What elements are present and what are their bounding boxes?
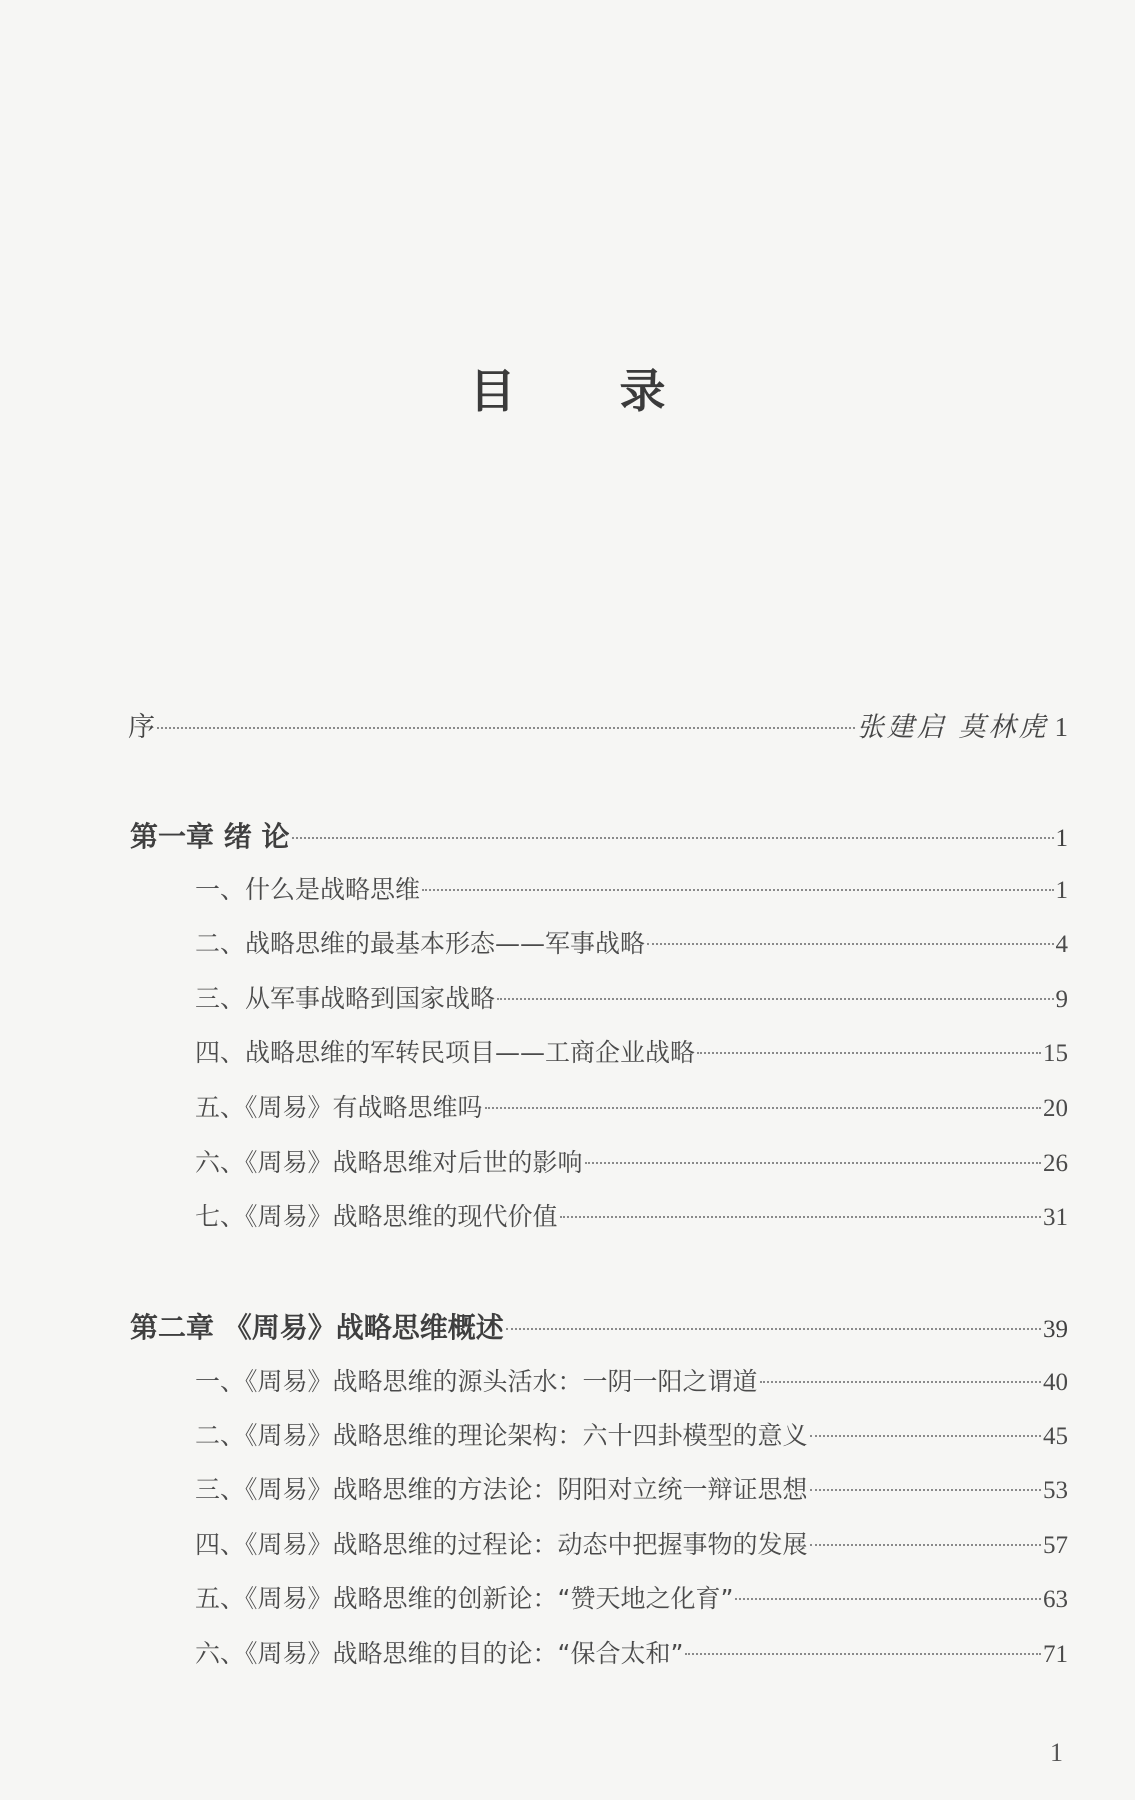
toc-entry-chapter-1[interactable]	[130, 815, 1068, 855]
dot-leader	[685, 1653, 1041, 1655]
dot-leader	[497, 998, 1053, 1000]
entry-label: 四、《周易》战略思维的过程论：动态中把握事物的发展	[195, 1530, 808, 1559]
page-number: 15	[1043, 1040, 1068, 1067]
dot-leader	[735, 1598, 1041, 1600]
entry-label: 第二章 《周易》战略思维概述	[130, 1311, 504, 1344]
page-number: 31	[1043, 1204, 1068, 1231]
toc-entry-section[interactable]	[195, 979, 1068, 1015]
dot-leader	[697, 1052, 1041, 1054]
page-number: 57	[1043, 1532, 1068, 1559]
page-number: 40	[1043, 1369, 1068, 1396]
dot-leader	[647, 943, 1053, 945]
folio-page-number: 1	[1050, 1738, 1063, 1767]
entry-label: 四、战略思维的军转民项目——工商企业战略	[195, 1038, 696, 1067]
toc-entry-section[interactable]	[195, 1362, 1068, 1398]
toc-entry-section[interactable]	[195, 1470, 1068, 1506]
entry-label: 五、《周易》战略思维的创新论：“赞天地之化育”	[195, 1584, 734, 1613]
toc-entry-section[interactable]	[195, 1088, 1068, 1124]
toc-entry-section[interactable]	[195, 1525, 1068, 1561]
toc-entry-section[interactable]	[195, 870, 1068, 906]
toc-entry-section[interactable]	[195, 1143, 1068, 1179]
dot-leader	[810, 1435, 1041, 1437]
dot-leader	[422, 889, 1053, 891]
preface-authors: 张建启 莫林虎	[856, 712, 1049, 743]
dot-leader	[810, 1544, 1041, 1546]
page-number: 53	[1043, 1477, 1068, 1504]
entry-label: 第一章 绪 论	[130, 820, 290, 853]
entry-label: 三、《周易》战略思维的方法论：阴阳对立统一辩证思想	[195, 1475, 808, 1504]
page-number: 20	[1043, 1095, 1068, 1122]
page-number: 71	[1043, 1641, 1068, 1668]
entry-label: 一、《周易》战略思维的源头活水：一阴一阳之谓道	[195, 1367, 758, 1396]
entry-label: 三、从军事战略到国家战略	[195, 984, 496, 1013]
toc-entry-section[interactable]	[195, 924, 1068, 960]
toc-entry-section[interactable]	[195, 1634, 1068, 1670]
page-number: 4	[1055, 931, 1068, 958]
page-number: 63	[1043, 1586, 1068, 1613]
page-number: 45	[1043, 1423, 1068, 1450]
entry-label: 序	[128, 712, 155, 743]
dot-leader	[810, 1489, 1041, 1491]
dot-leader	[585, 1162, 1041, 1164]
entry-label: 二、战略思维的最基本形态——军事战略	[195, 929, 646, 958]
page-number: 39	[1043, 1316, 1068, 1343]
dot-leader	[157, 727, 855, 729]
entry-label: 七、《周易》战略思维的现代价值	[195, 1202, 558, 1231]
toc-entry-chapter-2[interactable]	[130, 1306, 1068, 1346]
entry-label: 五、《周易》有战略思维吗	[195, 1093, 483, 1122]
entry-label: 二、《周易》战略思维的理论架构：六十四卦模型的意义	[195, 1421, 808, 1450]
page-number: 9	[1055, 986, 1068, 1013]
entry-label: 六、《周易》战略思维的目的论：“保合太和”	[195, 1639, 684, 1668]
page-number: 26	[1043, 1150, 1068, 1177]
dot-leader	[560, 1216, 1041, 1218]
toc-entry-section[interactable]	[195, 1579, 1068, 1615]
page-number: 1	[1055, 825, 1068, 852]
page-number: 1	[1054, 712, 1068, 742]
page-title: 目 录	[469, 364, 710, 418]
entry-label: 一、什么是战略思维	[195, 875, 421, 904]
dot-leader	[760, 1381, 1041, 1383]
toc-entry-section[interactable]	[195, 1033, 1068, 1069]
toc-entry-section[interactable]	[195, 1197, 1068, 1233]
dot-leader	[292, 837, 1054, 839]
dot-leader	[485, 1107, 1041, 1109]
page-number: 1	[1055, 877, 1068, 904]
toc-entry-section[interactable]	[195, 1416, 1068, 1452]
entry-label: 六、《周易》战略思维对后世的影响	[195, 1148, 583, 1177]
toc-entry-preface[interactable]	[128, 705, 1068, 744]
dot-leader	[506, 1328, 1041, 1330]
